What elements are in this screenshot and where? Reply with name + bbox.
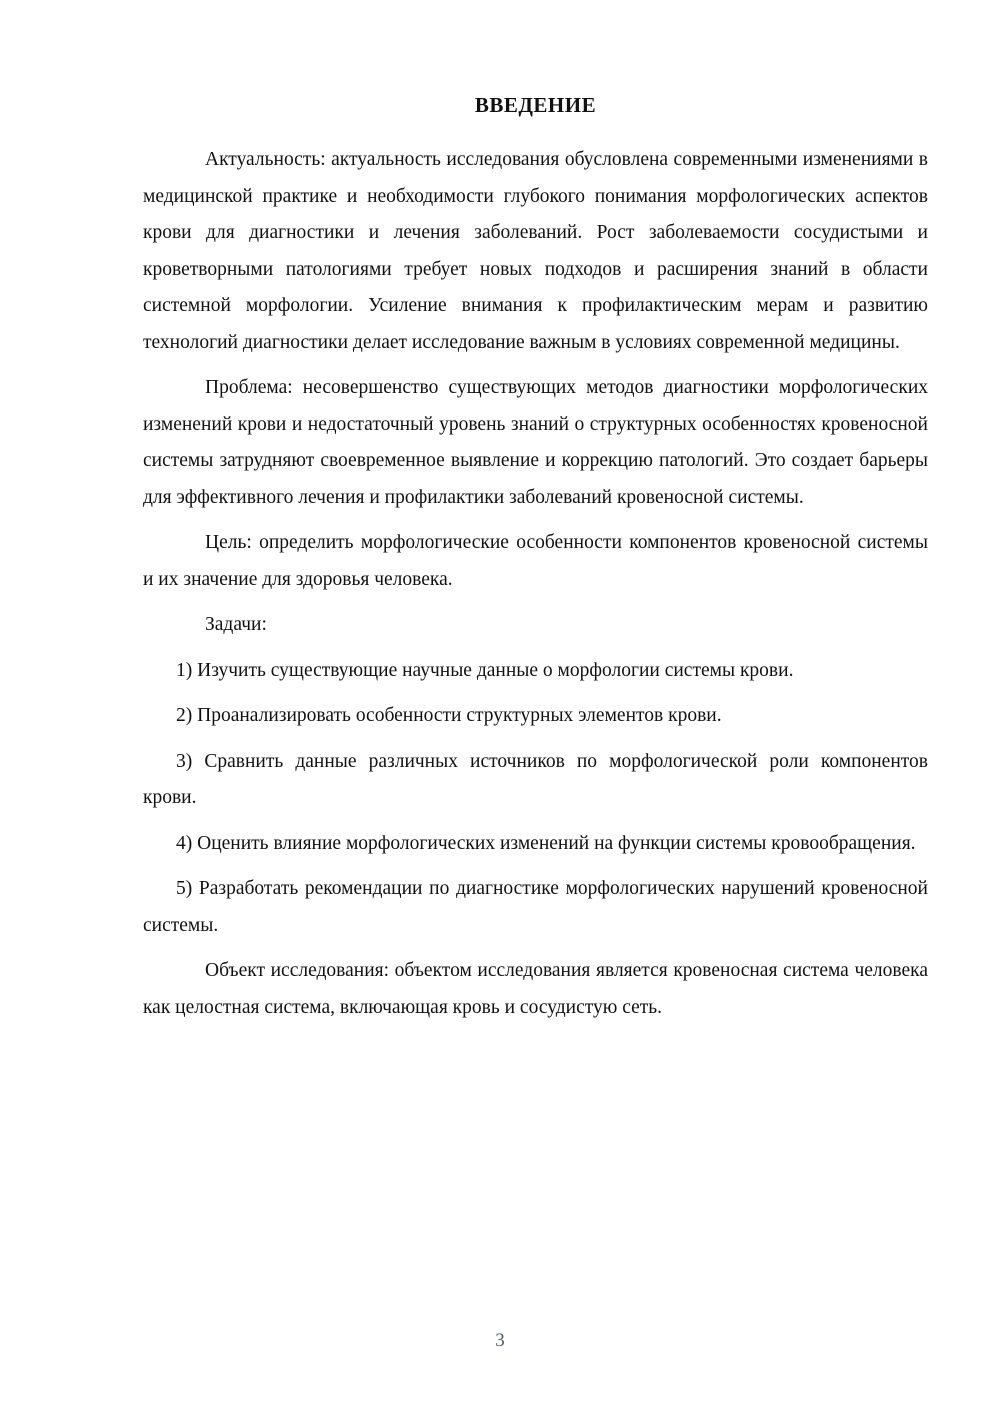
task-item-1: 1) Изучить существующие научные данные о морфологии системы крови. [176,659,794,681]
paragraph-problem: Проблема: несовершенство существующих методов диагностики морфологических изменений крови и недостаточный уровень знаний о структурных особенностях кровеносной системы затрудняют своевременное выявление и коррекцию патологий. Это создает барьеры для эффективного лечения и профилактики заболеваний кровеносной системы. [143,377,928,508]
tasks-heading: Задачи: [205,614,267,635]
task-item-5: 5) Разработать рекомендации по диагностике морфологических нарушений кровеносной системы. [143,878,928,936]
task-item-2: 2) Проанализировать особенности структурных элементов крови. [176,705,722,726]
paragraph-goal: Цель: определить морфологические особенности компонентов кровеносной системы и их значение для здоровья человека. [143,532,928,590]
task-item-4: 4) Оценить влияние морфологических изменений на функции системы кровообращения. [176,832,916,854]
paragraph-research-object: Объект исследования: объектом исследования является кровеносная система человека как целостная система, включающая кровь и сосудистую сеть. [143,960,928,1018]
task-item-3: 3) Сравнить данные различных источников по морфологической роли компонентов крови. [143,750,928,808]
page-title: ВВЕДЕНИЕ [474,93,597,117]
paragraph-relevance: Актуальность: актуальность исследования обусловлена современными изменениями в медицинской практике и необходимости глубокого понимания морфологических аспектов крови для диагностики и лечения заболеваний. Рост заболеваемости сосудистыми и кроветворными патологиями требует новых подходов и расширения знаний в области системной морфологии. Усиление внимания к профилактическим мерам и развитию технологий диагностики делает исследование важным в условиях современной медицины. [143,149,928,353]
page-number: 3 [495,1330,505,1351]
